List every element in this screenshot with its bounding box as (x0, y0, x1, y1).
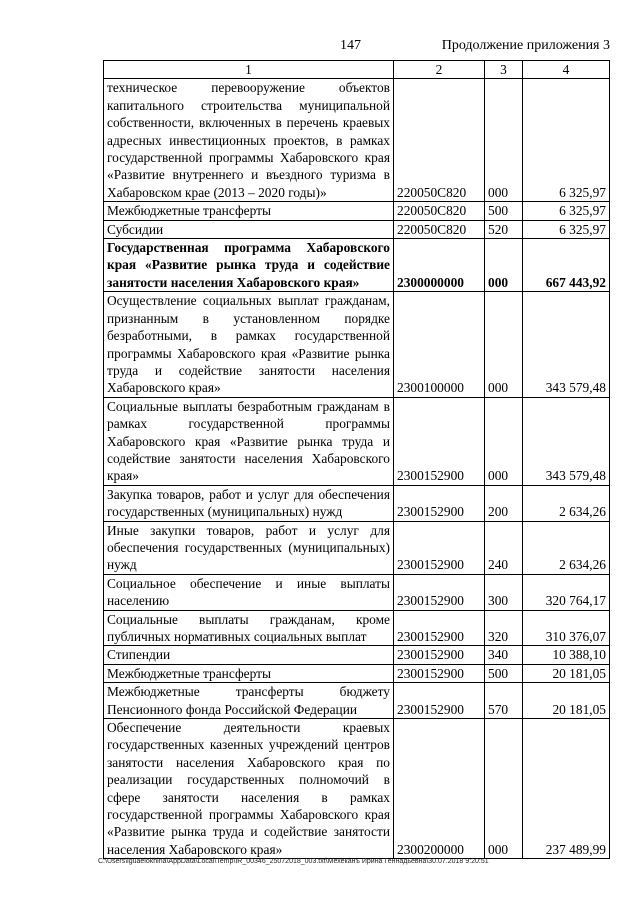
row-amount: 667 443,92 (523, 239, 610, 292)
row-name: Межбюджетные трансферты (104, 664, 394, 682)
row-amount: 6 325,97 (523, 220, 610, 238)
row-name: Межбюджетные трансферты бюджету Пенсионного фонда Российской Федерации (104, 683, 394, 719)
table-row (104, 719, 610, 859)
table-row (104, 521, 610, 574)
row-target-code: 2300152900 (394, 574, 485, 610)
file-path-footer: C:\Users\iguaelokhina\AppData\Local\Temp\IR_00346_25072018_003.txt\Мехеканъ Ирина Геннадьевна\30.07.2018 9:20:51 (98, 858, 489, 865)
row-name: Государственная программа Хабаровского края «Развитие рынка труда и содействие занятости населения Хабаровского края» (104, 239, 394, 292)
table-row (104, 574, 610, 610)
row-expense-type: 200 (485, 485, 523, 521)
row-name: Субсидии (104, 220, 394, 238)
table-row (104, 202, 610, 220)
column-header: 4 (523, 61, 610, 79)
row-target-code: 2300152900 (394, 397, 485, 485)
row-name: Межбюджетные трансферты (104, 202, 394, 220)
row-name: Социальные выплаты безработным гражданам в рамках государственной программы Хабаровского края «Развитие рынка труда и содействие занятости населения Хабаровского края» (104, 397, 394, 485)
row-amount: 320 764,17 (523, 574, 610, 610)
row-target-code: 2300152900 (394, 683, 485, 719)
budget-table (103, 60, 610, 859)
table-row (104, 683, 610, 719)
row-target-code: 220050С820 (394, 202, 485, 220)
row-expense-type: 000 (485, 239, 523, 292)
row-expense-type: 500 (485, 664, 523, 682)
row-expense-type: 570 (485, 683, 523, 719)
row-target-code: 220050С820 (394, 79, 485, 202)
row-expense-type: 520 (485, 220, 523, 238)
row-expense-type: 000 (485, 292, 523, 397)
row-name: Стипендии (104, 646, 394, 664)
row-target-code: 2300100000 (394, 292, 485, 397)
row-name: Закупка товаров, работ и услуг для обеспечения государственных (муниципальных) нужд (104, 485, 394, 521)
row-amount: 343 579,48 (523, 397, 610, 485)
row-name: Иные закупки товаров, работ и услуг для обеспечения государственных (муниципальных) нужд (104, 521, 394, 574)
row-amount: 310 376,07 (523, 610, 610, 646)
table-row (104, 664, 610, 682)
row-expense-type: 000 (485, 79, 523, 202)
row-expense-type: 240 (485, 521, 523, 574)
row-target-code: 2300152900 (394, 646, 485, 664)
row-expense-type: 300 (485, 574, 523, 610)
row-expense-type: 000 (485, 397, 523, 485)
row-amount: 10 388,10 (523, 646, 610, 664)
table-row (104, 485, 610, 521)
row-amount: 2 634,26 (523, 521, 610, 574)
table-row (104, 220, 610, 238)
row-amount: 237 489,99 (523, 719, 610, 859)
table-row-program (104, 239, 610, 292)
table-row (104, 610, 610, 646)
row-expense-type: 500 (485, 202, 523, 220)
table-header-row (104, 61, 610, 79)
row-name: Осуществление социальных выплат гражданам, признанным в установленном порядке безработными, в рамках государственной программы Хабаровского края «Развитие рынка труда и содействие занятости населения Хабаровского края» (104, 292, 394, 397)
row-name: техническое перевооружение объектов капитального строительства муниципальной собственности, включенных в перечень краевых адресных инвестиционных проектов, в рамках государственной программы Хабаровского края «Развитие внутреннего и въездного туризма в Хабаровском крае (2013 – 2020 годы)» (104, 79, 394, 202)
row-amount: 6 325,97 (523, 79, 610, 202)
page-number: 147 (340, 38, 361, 53)
column-header: 1 (104, 61, 394, 79)
row-expense-type: 000 (485, 719, 523, 859)
row-target-code: 2300000000 (394, 239, 485, 292)
row-target-code: 2300152900 (394, 664, 485, 682)
row-amount: 20 181,05 (523, 664, 610, 682)
continuation-label: Продолжение приложения 3 (441, 38, 610, 53)
table-row (104, 79, 610, 202)
table-row (104, 397, 610, 485)
column-header: 2 (394, 61, 485, 79)
row-name: Социальные выплаты гражданам, кроме публичных нормативных социальных выплат (104, 610, 394, 646)
row-target-code: 2300152900 (394, 610, 485, 646)
row-amount: 343 579,48 (523, 292, 610, 397)
row-name: Обеспечение деятельности краевых государственных казенных учреждений центров занятости населения Хабаровского края по реализации государственных полномочий в сфере занятости населения в рамках государственной программы Хабаровского края «Развитие рынка труда и содействие занятости населения Хабаровского края» (104, 719, 394, 859)
table-row (104, 292, 610, 397)
row-name: Социальное обеспечение и иные выплаты населению (104, 574, 394, 610)
table-row (104, 646, 610, 664)
row-expense-type: 320 (485, 610, 523, 646)
row-amount: 6 325,97 (523, 202, 610, 220)
row-expense-type: 340 (485, 646, 523, 664)
column-header: 3 (485, 61, 523, 79)
row-target-code: 2300200000 (394, 719, 485, 859)
row-target-code: 220050С820 (394, 220, 485, 238)
row-target-code: 2300152900 (394, 521, 485, 574)
row-amount: 20 181,05 (523, 683, 610, 719)
row-target-code: 2300152900 (394, 485, 485, 521)
row-amount: 2 634,26 (523, 485, 610, 521)
